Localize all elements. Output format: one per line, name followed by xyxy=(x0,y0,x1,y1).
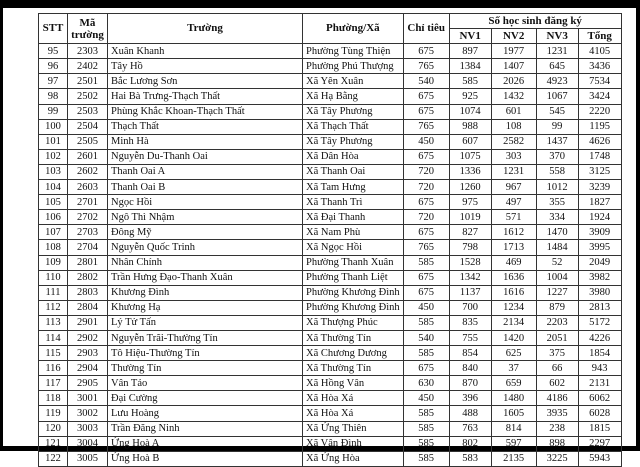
cell-nv3: 2203 xyxy=(536,315,578,330)
table-row xyxy=(39,149,622,164)
table-row xyxy=(39,285,622,300)
cell-quota: 540 xyxy=(403,330,449,345)
cell-school-name: Phùng Khắc Khoan-Thạch Thất xyxy=(108,104,303,119)
cell-school-name: Thạch Thất xyxy=(108,119,303,134)
cell-ward: Xã Thanh Oai xyxy=(303,164,404,179)
header-ma-truong: Mã trường xyxy=(68,14,108,44)
cell-nv1: 835 xyxy=(449,315,491,330)
cell-nv3: 645 xyxy=(536,59,578,74)
table-row xyxy=(39,240,622,255)
cell-stt: 101 xyxy=(39,134,68,149)
cell-school-name: Thường Tín xyxy=(108,361,303,376)
cell-school-name: Tây Hồ xyxy=(108,59,303,74)
cell-quota: 585 xyxy=(403,346,449,361)
cell-ward: Xã Ứng Thiên xyxy=(303,421,404,436)
cell-stt: 109 xyxy=(39,255,68,270)
cell-quota: 765 xyxy=(403,240,449,255)
cell-stt: 112 xyxy=(39,300,68,315)
table-row xyxy=(39,270,622,285)
cell-stt: 103 xyxy=(39,164,68,179)
cell-total: 3982 xyxy=(578,270,621,285)
cell-nv3: 545 xyxy=(536,104,578,119)
cell-stt: 119 xyxy=(39,406,68,421)
cell-nv3: 370 xyxy=(536,149,578,164)
cell-school-code: 2804 xyxy=(68,300,108,315)
table-row xyxy=(39,119,622,134)
cell-school-code: 3005 xyxy=(68,451,108,466)
cell-stt: 121 xyxy=(39,436,68,451)
table-row xyxy=(39,315,622,330)
cell-stt: 97 xyxy=(39,74,68,89)
header-chi-tieu: Chỉ tiêu xyxy=(403,14,449,44)
cell-school-code: 2504 xyxy=(68,119,108,134)
cell-school-code: 2902 xyxy=(68,330,108,345)
cell-school-name: Xuân Khanh xyxy=(108,44,303,59)
cell-nv1: 854 xyxy=(449,346,491,361)
cell-school-code: 2601 xyxy=(68,149,108,164)
cell-school-code: 2501 xyxy=(68,74,108,89)
cell-nv2: 601 xyxy=(491,104,536,119)
cell-total: 1924 xyxy=(578,210,621,225)
cell-total: 3239 xyxy=(578,180,621,195)
cell-school-name: Ngô Thì Nhậm xyxy=(108,210,303,225)
cell-quota: 585 xyxy=(403,255,449,270)
table-row xyxy=(39,436,622,451)
cell-nv2: 1432 xyxy=(491,89,536,104)
cell-school-name: Nguyễn Trãi-Thường Tín xyxy=(108,330,303,345)
cell-school-code: 2905 xyxy=(68,376,108,391)
cell-total: 3436 xyxy=(578,59,621,74)
cell-school-code: 2502 xyxy=(68,89,108,104)
cell-stt: 100 xyxy=(39,119,68,134)
cell-total: 2813 xyxy=(578,300,621,315)
cell-nv3: 2051 xyxy=(536,330,578,345)
cell-stt: 110 xyxy=(39,270,68,285)
cell-nv1: 1074 xyxy=(449,104,491,119)
cell-stt: 105 xyxy=(39,195,68,210)
cell-total: 6062 xyxy=(578,391,621,406)
cell-school-name: Khương Hạ xyxy=(108,300,303,315)
header-truong: Trường xyxy=(108,14,303,44)
cell-nv2: 1231 xyxy=(491,164,536,179)
cell-nv1: 755 xyxy=(449,330,491,345)
cell-ward: Xã Hồng Vân xyxy=(303,376,404,391)
cell-nv1: 700 xyxy=(449,300,491,315)
cell-school-code: 2904 xyxy=(68,361,108,376)
cell-nv3: 334 xyxy=(536,210,578,225)
table-row xyxy=(39,255,622,270)
cell-quota: 585 xyxy=(403,451,449,466)
cell-school-code: 2503 xyxy=(68,104,108,119)
cell-total: 3125 xyxy=(578,164,621,179)
cell-ward: Xã Chương Dương xyxy=(303,346,404,361)
cell-total: 1854 xyxy=(578,346,621,361)
cell-nv1: 897 xyxy=(449,44,491,59)
cell-nv1: 870 xyxy=(449,376,491,391)
cell-ward: Xã Tây Phương xyxy=(303,134,404,149)
table-row xyxy=(39,421,622,436)
cell-ward: Xã Tam Hưng xyxy=(303,180,404,195)
cell-total: 4226 xyxy=(578,330,621,345)
cell-ward: Xã Thường Tín xyxy=(303,330,404,345)
cell-nv3: 375 xyxy=(536,346,578,361)
cell-school-code: 2402 xyxy=(68,59,108,74)
cell-total: 3909 xyxy=(578,225,621,240)
cell-quota: 450 xyxy=(403,134,449,149)
cell-total: 1195 xyxy=(578,119,621,134)
cell-nv2: 2026 xyxy=(491,74,536,89)
cell-total: 7534 xyxy=(578,74,621,89)
cell-quota: 675 xyxy=(403,225,449,240)
left-black-edge xyxy=(0,0,3,451)
header-nv3: NV3 xyxy=(536,29,578,44)
cell-ward: Phường Khương Đình xyxy=(303,285,404,300)
cell-nv1: 925 xyxy=(449,89,491,104)
cell-total: 2297 xyxy=(578,436,621,451)
cell-total: 1815 xyxy=(578,421,621,436)
table-row xyxy=(39,330,622,345)
cell-nv2: 1636 xyxy=(491,270,536,285)
table-row xyxy=(39,361,622,376)
cell-stt: 98 xyxy=(39,89,68,104)
cell-nv2: 2582 xyxy=(491,134,536,149)
table-row xyxy=(39,346,622,361)
cell-school-name: Khương Đình xyxy=(108,285,303,300)
cell-school-code: 2505 xyxy=(68,134,108,149)
cell-nv2: 1977 xyxy=(491,44,536,59)
cell-school-code: 2603 xyxy=(68,180,108,195)
cell-total: 1827 xyxy=(578,195,621,210)
table-row xyxy=(39,134,622,149)
cell-nv3: 355 xyxy=(536,195,578,210)
cell-nv2: 1612 xyxy=(491,225,536,240)
table-row xyxy=(39,74,622,89)
cell-school-code: 2703 xyxy=(68,225,108,240)
cell-nv3: 1231 xyxy=(536,44,578,59)
cell-nv2: 2134 xyxy=(491,315,536,330)
cell-school-code: 2901 xyxy=(68,315,108,330)
cell-total: 6028 xyxy=(578,406,621,421)
cell-total: 2220 xyxy=(578,104,621,119)
cell-ward: Xã Đại Thanh xyxy=(303,210,404,225)
cell-school-name: Ứng Hoà B xyxy=(108,451,303,466)
cell-nv2: 469 xyxy=(491,255,536,270)
right-black-edge xyxy=(636,0,640,451)
table-row xyxy=(39,451,622,466)
cell-quota: 675 xyxy=(403,89,449,104)
cell-nv1: 1336 xyxy=(449,164,491,179)
cell-nv1: 585 xyxy=(449,74,491,89)
cell-nv1: 763 xyxy=(449,421,491,436)
cell-nv1: 1384 xyxy=(449,59,491,74)
cell-nv3: 99 xyxy=(536,119,578,134)
cell-stt: 108 xyxy=(39,240,68,255)
cell-nv3: 602 xyxy=(536,376,578,391)
cell-nv3: 898 xyxy=(536,436,578,451)
cell-quota: 585 xyxy=(403,406,449,421)
table-row xyxy=(39,391,622,406)
cell-school-name: Bắc Lương Sơn xyxy=(108,74,303,89)
cell-nv1: 802 xyxy=(449,436,491,451)
cell-nv2: 1234 xyxy=(491,300,536,315)
cell-nv1: 988 xyxy=(449,119,491,134)
cell-nv3: 1012 xyxy=(536,180,578,195)
cell-stt: 120 xyxy=(39,421,68,436)
cell-ward: Xã Thạch Thất xyxy=(303,119,404,134)
cell-ward: Xã Thường Tín xyxy=(303,361,404,376)
cell-stt: 107 xyxy=(39,225,68,240)
cell-stt: 117 xyxy=(39,376,68,391)
cell-nv2: 659 xyxy=(491,376,536,391)
table-row xyxy=(39,164,622,179)
cell-quota: 765 xyxy=(403,59,449,74)
header-tong: Tổng xyxy=(578,29,621,44)
cell-nv1: 1342 xyxy=(449,270,491,285)
cell-nv2: 1713 xyxy=(491,240,536,255)
cell-nv2: 1480 xyxy=(491,391,536,406)
cell-nv1: 1137 xyxy=(449,285,491,300)
cell-quota: 765 xyxy=(403,119,449,134)
cell-ward: Xã Dân Hòa xyxy=(303,149,404,164)
cell-nv2: 1605 xyxy=(491,406,536,421)
cell-stt: 113 xyxy=(39,315,68,330)
table-row xyxy=(39,225,622,240)
cell-nv1: 798 xyxy=(449,240,491,255)
cell-school-code: 2801 xyxy=(68,255,108,270)
cell-school-code: 2903 xyxy=(68,346,108,361)
cell-nv3: 1004 xyxy=(536,270,578,285)
cell-total: 2049 xyxy=(578,255,621,270)
header-group-registration: Số học sinh đăng ký xyxy=(449,14,621,29)
cell-nv1: 827 xyxy=(449,225,491,240)
cell-quota: 675 xyxy=(403,149,449,164)
cell-school-code: 2802 xyxy=(68,270,108,285)
table-row xyxy=(39,300,622,315)
table-row xyxy=(39,406,622,421)
cell-total: 1748 xyxy=(578,149,621,164)
cell-ward: Phường Thanh Liệt xyxy=(303,270,404,285)
cell-school-name: Vân Tảo xyxy=(108,376,303,391)
cell-total: 3980 xyxy=(578,285,621,300)
cell-nv1: 607 xyxy=(449,134,491,149)
cell-school-name: Nguyễn Du-Thanh Oai xyxy=(108,149,303,164)
cell-nv1: 396 xyxy=(449,391,491,406)
table-row xyxy=(39,210,622,225)
cell-nv2: 2135 xyxy=(491,451,536,466)
header-stt: STT xyxy=(39,14,68,44)
cell-ward: Xã Yên Xuân xyxy=(303,74,404,89)
cell-nv3: 3935 xyxy=(536,406,578,421)
cell-nv3: 879 xyxy=(536,300,578,315)
cell-nv3: 1437 xyxy=(536,134,578,149)
cell-ward: Xã Thượng Phúc xyxy=(303,315,404,330)
cell-school-code: 2704 xyxy=(68,240,108,255)
cell-school-name: Nhân Chính xyxy=(108,255,303,270)
header-nv2: NV2 xyxy=(491,29,536,44)
cell-school-code: 3004 xyxy=(68,436,108,451)
cell-quota: 720 xyxy=(403,210,449,225)
cell-quota: 450 xyxy=(403,391,449,406)
registration-table xyxy=(38,13,622,467)
header-nv1: NV1 xyxy=(449,29,491,44)
table-row xyxy=(39,104,622,119)
cell-ward: Xã Ngọc Hồi xyxy=(303,240,404,255)
cell-nv3: 1067 xyxy=(536,89,578,104)
cell-total: 2131 xyxy=(578,376,621,391)
cell-school-name: Minh Hà xyxy=(108,134,303,149)
cell-school-code: 2803 xyxy=(68,285,108,300)
cell-school-code: 2303 xyxy=(68,44,108,59)
cell-quota: 675 xyxy=(403,361,449,376)
cell-nv1: 975 xyxy=(449,195,491,210)
cell-nv2: 625 xyxy=(491,346,536,361)
cell-school-code: 2702 xyxy=(68,210,108,225)
cell-nv1: 583 xyxy=(449,451,491,466)
cell-nv1: 488 xyxy=(449,406,491,421)
table-row xyxy=(39,376,622,391)
table-row xyxy=(39,89,622,104)
cell-nv3: 4186 xyxy=(536,391,578,406)
cell-school-code: 3002 xyxy=(68,406,108,421)
cell-quota: 585 xyxy=(403,436,449,451)
cell-ward: Phường Tùng Thiện xyxy=(303,44,404,59)
cell-nv2: 1407 xyxy=(491,59,536,74)
cell-total: 3424 xyxy=(578,89,621,104)
cell-quota: 585 xyxy=(403,421,449,436)
cell-quota: 675 xyxy=(403,104,449,119)
cell-school-name: Thanh Oai A xyxy=(108,164,303,179)
cell-nv2: 814 xyxy=(491,421,536,436)
cell-nv2: 37 xyxy=(491,361,536,376)
cell-school-name: Ứng Hoà A xyxy=(108,436,303,451)
cell-nv1: 1019 xyxy=(449,210,491,225)
cell-school-name: Đại Cường xyxy=(108,391,303,406)
cell-total: 5943 xyxy=(578,451,621,466)
cell-stt: 104 xyxy=(39,180,68,195)
cell-stt: 111 xyxy=(39,285,68,300)
cell-school-code: 2602 xyxy=(68,164,108,179)
cell-nv3: 4923 xyxy=(536,74,578,89)
cell-total: 4105 xyxy=(578,44,621,59)
cell-school-name: Thanh Oai B xyxy=(108,180,303,195)
cell-total: 943 xyxy=(578,361,621,376)
cell-nv3: 1227 xyxy=(536,285,578,300)
cell-ward: Phường Khương Đình xyxy=(303,300,404,315)
cell-nv3: 3225 xyxy=(536,451,578,466)
cell-nv2: 1420 xyxy=(491,330,536,345)
cell-ward: Xã Hạ Bằng xyxy=(303,89,404,104)
cell-ward: Xã Tây Phương xyxy=(303,104,404,119)
table-row xyxy=(39,195,622,210)
cell-quota: 675 xyxy=(403,270,449,285)
cell-nv3: 238 xyxy=(536,421,578,436)
cell-total: 3995 xyxy=(578,240,621,255)
cell-school-name: Tô Hiệu-Thường Tín xyxy=(108,346,303,361)
cell-nv1: 1260 xyxy=(449,180,491,195)
cell-nv3: 1484 xyxy=(536,240,578,255)
cell-school-name: Hai Bà Trưng-Thạch Thất xyxy=(108,89,303,104)
cell-ward: Xã Thanh Trì xyxy=(303,195,404,210)
table-row xyxy=(39,59,622,74)
cell-stt: 106 xyxy=(39,210,68,225)
cell-school-name: Trần Hưng Đạo-Thanh Xuân xyxy=(108,270,303,285)
cell-quota: 720 xyxy=(403,164,449,179)
cell-school-code: 3001 xyxy=(68,391,108,406)
cell-quota: 675 xyxy=(403,195,449,210)
cell-stt: 114 xyxy=(39,330,68,345)
cell-stt: 115 xyxy=(39,346,68,361)
cell-nv1: 1528 xyxy=(449,255,491,270)
cell-school-name: Nguyễn Quốc Trinh xyxy=(108,240,303,255)
cell-ward: Xã Nam Phù xyxy=(303,225,404,240)
table-row xyxy=(39,180,622,195)
cell-quota: 540 xyxy=(403,74,449,89)
cell-nv2: 303 xyxy=(491,149,536,164)
cell-nv2: 1616 xyxy=(491,285,536,300)
cell-school-name: Lưu Hoàng xyxy=(108,406,303,421)
top-black-edge xyxy=(0,0,640,8)
cell-nv1: 840 xyxy=(449,361,491,376)
cell-nv3: 1470 xyxy=(536,225,578,240)
cell-nv2: 597 xyxy=(491,436,536,451)
cell-nv2: 967 xyxy=(491,180,536,195)
cell-school-name: Trần Đăng Ninh xyxy=(108,421,303,436)
cell-school-name: Đông Mỹ xyxy=(108,225,303,240)
cell-stt: 102 xyxy=(39,149,68,164)
cell-school-code: 3003 xyxy=(68,421,108,436)
cell-quota: 720 xyxy=(403,180,449,195)
cell-nv3: 52 xyxy=(536,255,578,270)
cell-ward: Xã Vân Đình xyxy=(303,436,404,451)
cell-quota: 675 xyxy=(403,285,449,300)
cell-quota: 675 xyxy=(403,44,449,59)
cell-nv2: 571 xyxy=(491,210,536,225)
cell-stt: 116 xyxy=(39,361,68,376)
cell-ward: Phường Thanh Xuân xyxy=(303,255,404,270)
cell-nv3: 66 xyxy=(536,361,578,376)
cell-ward: Xã Ứng Hòa xyxy=(303,451,404,466)
cell-ward: Xã Hòa Xá xyxy=(303,391,404,406)
cell-school-name: Lý Tử Tấn xyxy=(108,315,303,330)
cell-school-code: 2701 xyxy=(68,195,108,210)
cell-stt: 118 xyxy=(39,391,68,406)
cell-school-name: Ngọc Hồi xyxy=(108,195,303,210)
cell-stt: 95 xyxy=(39,44,68,59)
cell-quota: 585 xyxy=(403,315,449,330)
cell-nv2: 108 xyxy=(491,119,536,134)
cell-stt: 122 xyxy=(39,451,68,466)
header-phuong-xa: Phường/Xã xyxy=(303,14,404,44)
cell-total: 4626 xyxy=(578,134,621,149)
cell-nv3: 558 xyxy=(536,164,578,179)
cell-nv1: 1075 xyxy=(449,149,491,164)
cell-stt: 96 xyxy=(39,59,68,74)
cell-quota: 630 xyxy=(403,376,449,391)
cell-total: 5172 xyxy=(578,315,621,330)
cell-nv2: 497 xyxy=(491,195,536,210)
cell-quota: 450 xyxy=(403,300,449,315)
cell-ward: Phường Phú Thượng xyxy=(303,59,404,74)
table-row xyxy=(39,44,622,59)
cell-stt: 99 xyxy=(39,104,68,119)
cell-ward: Xã Hòa Xá xyxy=(303,406,404,421)
